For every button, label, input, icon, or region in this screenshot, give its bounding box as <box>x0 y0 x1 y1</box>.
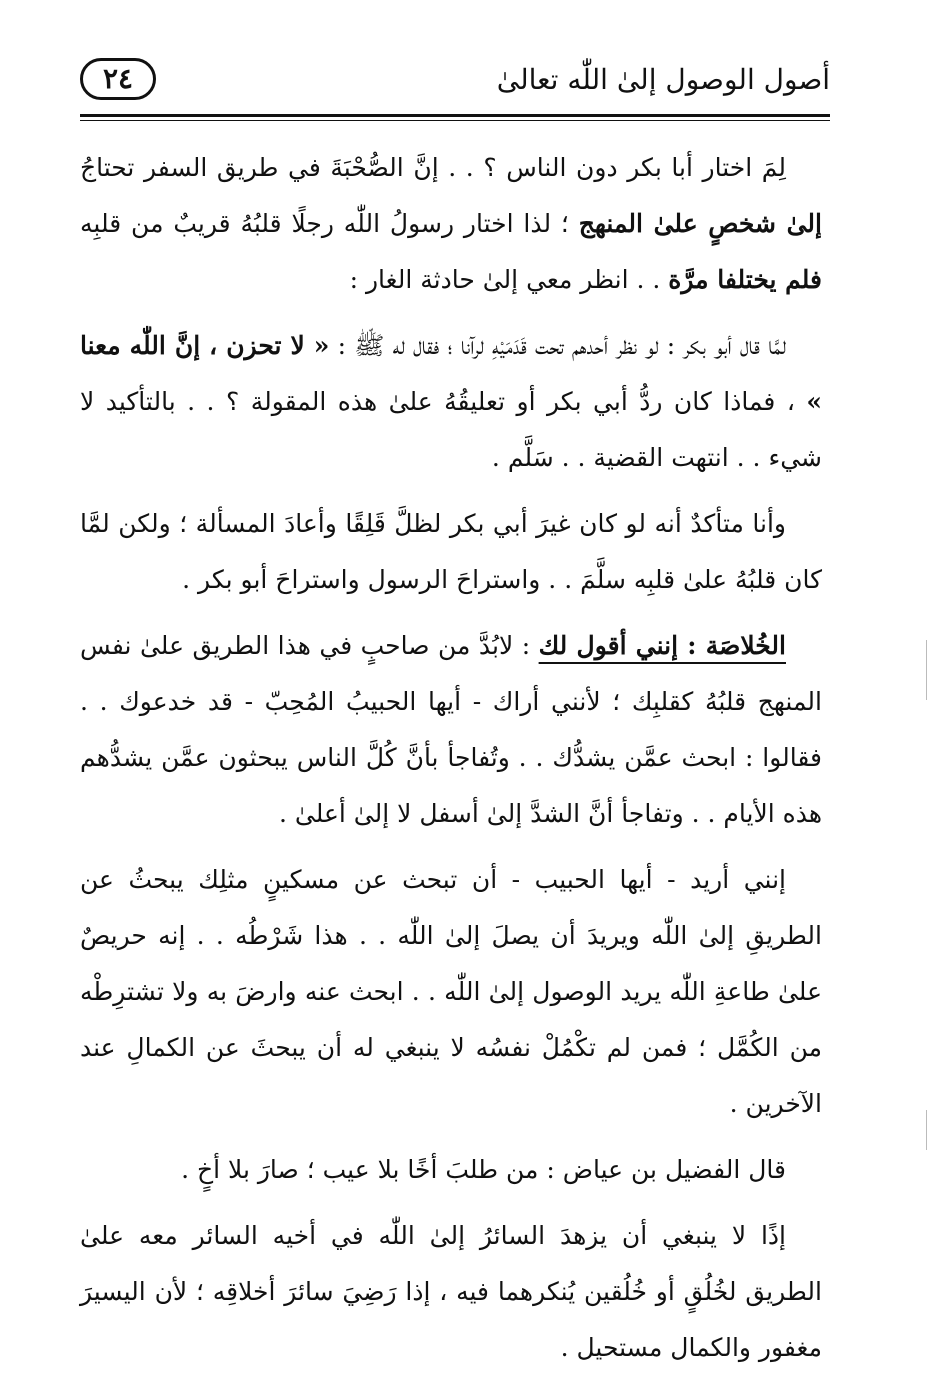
page-number-badge: ٢٤ <box>80 58 156 100</box>
paragraph <box>80 1208 822 1376</box>
text-segment: إنني أريد - أيها الحبيب - أن تبحث عن مسكينٍ مثلِك يبحثُ عن الطريقِ إلىٰ اللّٰه ويريدَ أن يصلَ إلىٰ اللّٰه . . هذا شَرْطُه . . إنه حريصٌ علىٰ طاعةِ اللّٰه يريد الوصول إلىٰ اللّٰه . . ابحث عنه وارضَ به ولا تشترِطْه من الكُمَّل ؛ فمن لم تكْمُلْ نفسُه لا ينبغي له أن يبحثَ عن الكمالِ عند الآخرين . <box>80 865 822 1118</box>
text-segment: لمَّا قال أبو بكر : لو نظر أحدهم تحت قَدَمَيْهِ لرآنا ؛ فقال له ﷺ : <box>329 331 786 360</box>
running-title: أصول الوصول إلىٰ اللّٰه تعالىٰ <box>496 63 830 96</box>
text-segment: ؛ لذا اختار رسولُ اللّٰه رجلًا قلبُهُ قريبٌ من قلبِه <box>80 209 579 238</box>
paragraph <box>80 318 822 486</box>
header-rule-thin <box>80 120 830 121</box>
scan-edge-mark <box>926 640 927 700</box>
quote-bold: « لا تحزن ، إنَّ اللّٰه معنا » <box>80 331 822 416</box>
text-segment: إذًا لا ينبغي أن يزهدَ السائرُ إلىٰ اللّٰه في أخيه السائر معه علىٰ الطريق لخُلُقٍ أو خُلُقين يُنكرهما فيه ، إذا رَضِيَ سائرَ أخلاقِه ؛ لأن اليسيرَ مغفور والكمال مستحيل . <box>80 1221 822 1362</box>
paragraph <box>80 140 822 308</box>
paragraph <box>80 618 822 842</box>
scan-edge-mark <box>926 1110 927 1150</box>
page-body <box>80 140 822 1386</box>
paragraph <box>80 852 822 1132</box>
conclusion-label: الخُلاصَة : إنني أقول لك <box>538 631 786 660</box>
paragraph <box>80 1142 822 1198</box>
text-segment-bold: فلم يختلفا مرَّة <box>668 265 822 294</box>
text-segment: ، فماذا كان ردُّ أبي بكر أو تعليقُهُ علىٰ هذه المقولة ؟ . . بالتأكيد لا شيء . . انتهت القضية . . سَلَّم . <box>80 387 822 472</box>
text-segment-bold: إلىٰ شخصٍ علىٰ المنهج <box>578 209 822 238</box>
text-segment: : لابُدَّ من صاحبٍ في هذا الطريق علىٰ نفس المنهج قلبُهُ كقلبِك ؛ لأنني أراك - أيها الحبيبُ المُحِبّ - قد خدعوك . . فقالوا : ابحث عمَّن يشدُّك . . وتُفاجأ بأنَّ كُلَّ الناس يبحثون عمَّن يشدُّهم هذه الأيام . . وتفاجأ أنَّ الشدَّ إلىٰ أسفل لا إلىٰ أعلىٰ . <box>80 631 822 828</box>
text-segment: . . انظر معي إلىٰ حادثة الغار : <box>349 265 669 294</box>
text-segment: لِمَ اختار أبا بكر دون الناس ؟ . . إنَّ الصُّحْبَةَ في طريق السفر تحتاجُ <box>80 153 786 182</box>
text-segment: وأنا متأكدٌ أنه لو كان غيرَ أبي بكر لظلَّ قَلِقًا وأعادَ المسألة ؛ ولكن لمَّا كان قلبُهُ علىٰ قلبِه سلَّمَ . . واستراحَ الرسول واستراحَ أبو بكر . <box>80 509 822 594</box>
paragraph <box>80 496 822 608</box>
page-header <box>80 52 830 112</box>
text-segment: قال الفضيل بن عياض : من طلبَ أخًا بلا عيب ؛ صارَ بلا أخٍ . <box>181 1155 786 1184</box>
header-rule-thick <box>80 114 830 117</box>
